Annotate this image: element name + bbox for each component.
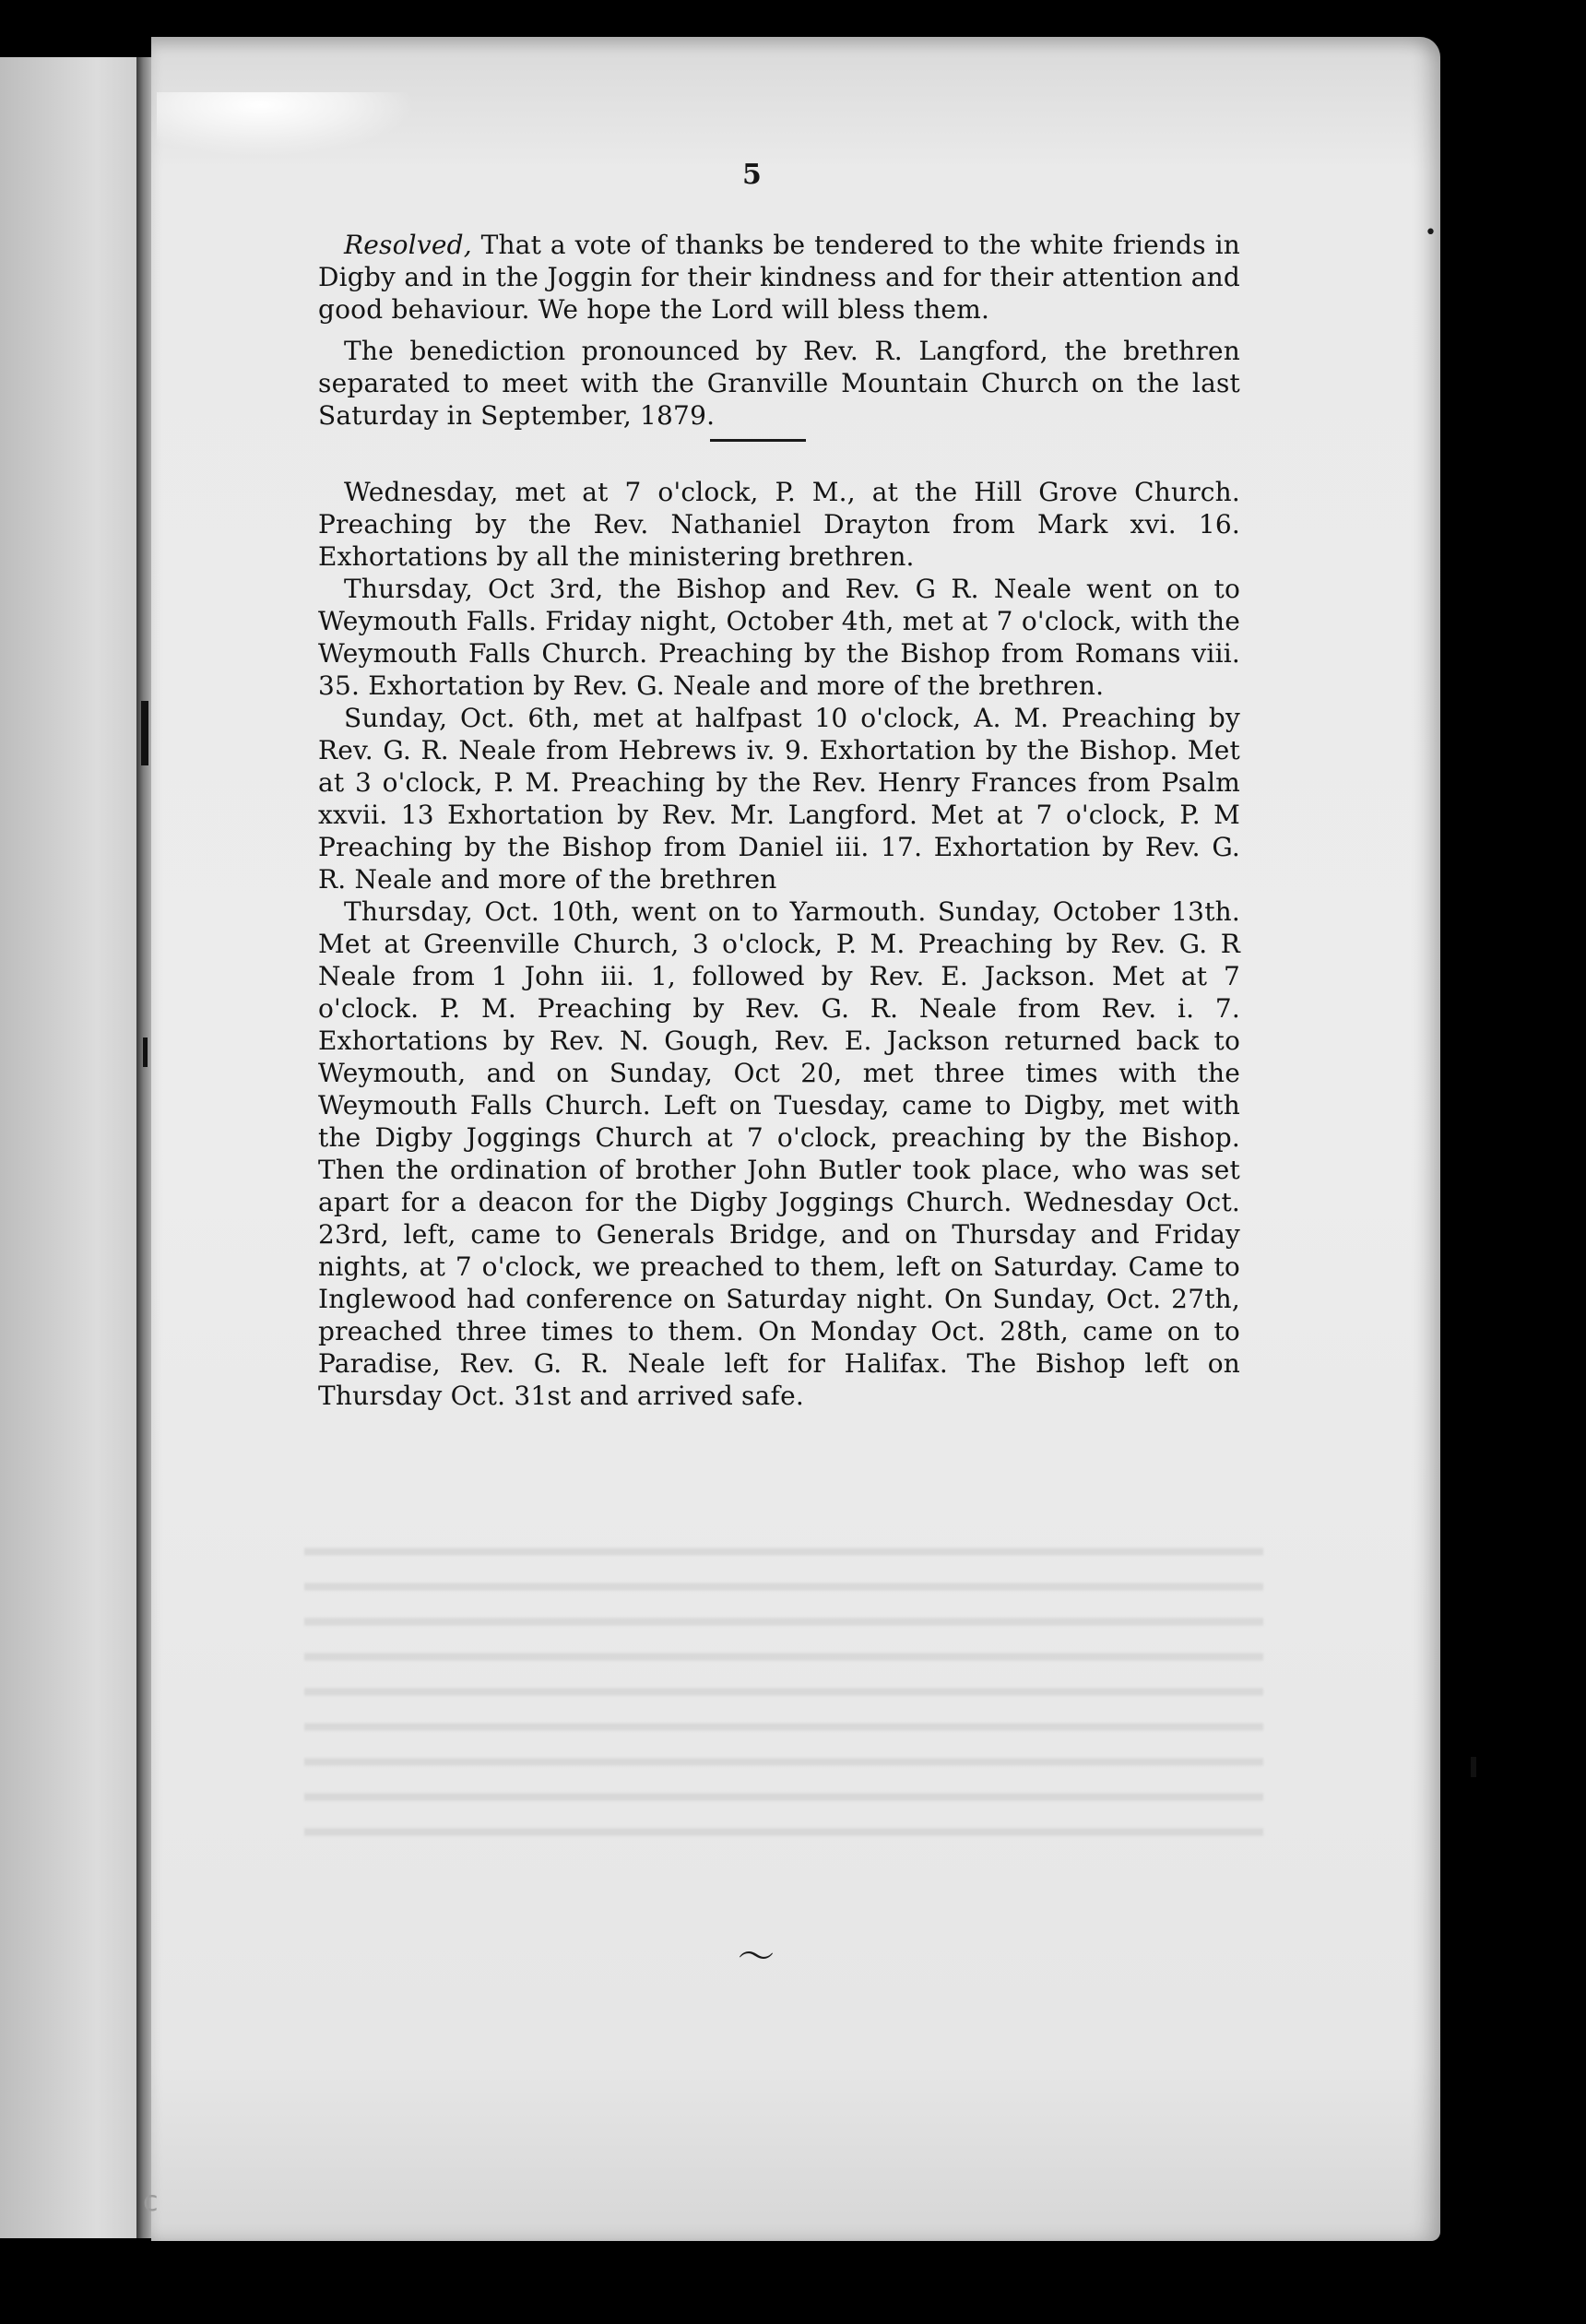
top-spacer: [318, 157, 1240, 229]
margin-bar-mark: [143, 1038, 148, 1067]
yarmouth-paragraph: Thursday, Oct. 10th, went on to Yarmouth. Sunday, October 13th. Met at Greenville Church, 3 o'clock, P. M. Preaching by Rev. G. R Neale from 1 John iii. 1, followed by Rev. E. Jackson. Met at 7 o'clock. P. M. Preaching by Rev. G. R. Neale from Rev. i. 7. Exhortations by Rev. N. Gough, Rev. E. Jackson returned back to Weymouth, and on Sunday, Oct 20, met three times with the Weymouth Falls Church. Left on Tuesday, came to Digby, met with the Digby Joggings Church at 7 o'clock, preaching by the Bishop. Then the ordination of brother John Butler took place, who was set apart for a deacon for the Digby Joggings Church. Wednesday Oct. 23rd, left, came to Generals Bridge, and on Thursday and Friday nights, at 7 o'clock, we preached to them, left on Saturday. Came to Inglewood had conference on Saturday night. On Sunday, Oct. 27th, preached three times to them. On Monday Oct. 28th, came on to Paradise, Rev. G. R. Neale left for Halifax. The Bishop left on Thursday Oct. 31st and arrived safe.: [318, 896, 1240, 1411]
scan-border: [0, 2241, 1586, 2324]
facing-page-edge: [0, 57, 138, 2238]
margin-bar-mark: [1471, 1757, 1476, 1777]
pencil-flourish-icon: 〜: [738, 1936, 775, 1978]
body-text: [318, 157, 1240, 1412]
margin-bar-mark: [141, 701, 148, 765]
page-number: 5: [742, 159, 762, 191]
thursday-paragraph: Thursday, Oct 3rd, the Bishop and Rev. G R. Neale went on to Weymouth Falls. Friday night, October 4th, met at 7 o'clock, with the Weymouth Falls Church. Preaching by the Bishop from Romans viii. 35. Exhortation by Rev. G. Neale and more of the brethren.: [318, 574, 1240, 701]
resolution-text: That a vote of thanks be tendered to the white friends in Digby and in the Joggin for their kindness and for their attention and good behaviour. We hope the Lord will bless them.: [318, 230, 1240, 325]
show-through-text-area: [304, 1531, 1263, 1863]
resolution-paragraph: [318, 229, 1240, 326]
resolution-lead: Resolved,: [344, 230, 472, 260]
margin-smudge-icon: c: [143, 2186, 159, 2218]
section-divider: [710, 439, 806, 442]
wednesday-paragraph: Wednesday, met at 7 o'clock, P. M., at the Hill Grove Church. Preaching by the Rev. Nathaniel Drayton from Mark xvi. 16. Exhortations by all the ministering brethren.: [318, 477, 1240, 572]
torn-paper-corner: [157, 92, 415, 157]
benediction-paragraph: The benediction pronounced by Rev. R. Langford, the brethren separated to meet with the Granville Mountain Church on the last Saturday in September, 1879.: [318, 336, 1240, 431]
margin-dot-icon: •: [1425, 221, 1437, 244]
sunday-paragraph: Sunday, Oct. 6th, met at halfpast 10 o'clock, A. M. Preaching by Rev. G. R. Neale from Hebrews iv. 9. Exhortation by the Bishop. Met at 3 o'clock, P. M. Preaching by the Rev. Henry Frances from Psalm xxvii. 13 Exhortation by Rev. Mr. Langford. Met at 7 o'clock, P. M Preaching by the Bishop from Daniel iii. 17. Exhortation by Rev. G. R. Neale and more of the brethren: [318, 703, 1240, 895]
